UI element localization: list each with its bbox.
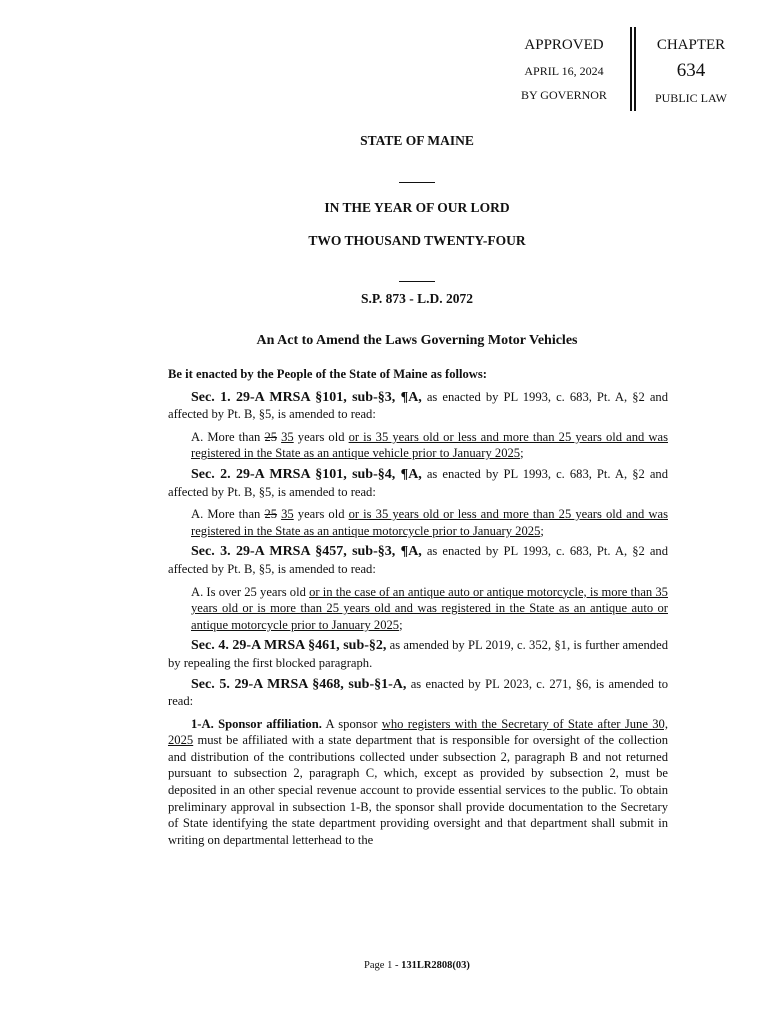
amend-text: A. More than	[191, 507, 265, 522]
approved-label: APPROVED	[524, 37, 604, 53]
amend-text: A. More than	[191, 429, 265, 444]
section-3-text: as enacted by PL 1993, c. 683, Pt. A, §2 and affected by Pt. B, §5, is amended to read:	[168, 544, 668, 576]
chapter-block	[644, 35, 738, 106]
section-4-heading: Sec. 4. 29-A MRSA §461, sub-§2,	[191, 638, 387, 654]
act-title: An Act to Amend the Laws Governing Motor Vehicles	[256, 333, 578, 348]
document-code: 131LR2808(03)	[401, 960, 470, 971]
section-3-heading: Sec. 3. 29-A MRSA §457, sub-§3, ¶A,	[191, 544, 422, 560]
section-4-text: as amended by PL 2019, c. 352, §1, is further amended by repealing the first blocked paragraph.	[168, 638, 668, 670]
inserted-text: 35	[281, 507, 294, 522]
header-divider-left	[630, 27, 632, 111]
subsection-heading: 1-A. Sponsor affiliation.	[191, 716, 322, 731]
page-number: Page 1 -	[364, 960, 402, 971]
amend-text: A. Is over 25 years old	[191, 584, 310, 599]
section-2-amendment	[168, 506, 668, 539]
amend-text: years old	[293, 507, 349, 522]
by-governor-label: BY GOVERNOR	[521, 88, 607, 102]
subsection-text: A sponsor	[321, 716, 382, 731]
approval-date: APRIL 16, 2024	[524, 64, 604, 78]
section-3-amendment	[168, 584, 668, 634]
section-2	[168, 466, 668, 500]
section-5-subsection	[168, 716, 668, 849]
title-rule-1	[399, 182, 435, 183]
inserted-text: 35	[281, 429, 294, 444]
amend-text: ;	[540, 523, 544, 538]
year-line-1: IN THE YEAR OF OUR LORD	[324, 200, 510, 215]
section-1-amendment	[168, 429, 668, 462]
inserted-text: or is 35 years old or less and more than 25 years old and was registered in the State as an antique motorcycle prior to January 2025	[191, 507, 668, 538]
approval-block	[508, 35, 620, 103]
chapter-label: CHAPTER	[656, 37, 726, 53]
year-line-2: TWO THOUSAND TWENTY-FOUR	[308, 233, 526, 248]
enacting-clause: Be it enacted by the People of the State of Maine as follows:	[168, 367, 487, 381]
section-1-text: as enacted by PL 1993, c. 683, Pt. A, §2 and affected by Pt. B, §5, is amended to read:	[168, 389, 668, 422]
amend-text: years old	[293, 429, 349, 444]
document-body	[168, 366, 668, 848]
inserted-text: or is 35 years old or less and more than 25 years old and was registered in the State as an antique vehicle prior to January 2025	[191, 429, 668, 461]
amend-text: ;	[520, 446, 524, 461]
public-law-label: PUBLIC LAW	[654, 91, 728, 105]
section-5	[168, 676, 668, 710]
struck-text: 25	[264, 429, 278, 444]
section-2-text: as enacted by PL 1993, c. 683, Pt. A, §2 and affected by Pt. B, §5, is amended to read:	[168, 466, 668, 499]
amend-text: ;	[399, 617, 403, 632]
page-footer	[0, 960, 770, 971]
inserted-text: or in the case of an antique auto or antique motorcycle, is more than 35 years old or is more than 25 years old and was registered in the State as an antique auto or antique motorcycle prior to January 2025	[191, 584, 668, 632]
section-5-text: as enacted by PL 2023, c. 271, §6, is amended to read:	[168, 676, 668, 709]
chapter-number: 634	[676, 60, 706, 81]
section-2-heading: Sec. 2. 29-A MRSA §101, sub-§4, ¶A,	[191, 466, 422, 482]
section-4	[168, 637, 668, 671]
struck-text: 25	[264, 507, 278, 522]
subsection-text: must be affiliated with a state department that is responsible for oversight of the collection and distribution of the contributions collected under subsection 2, paragraph B and not returned pursuant to subsection 2, paragraph C, which, except as provided by subsection 2, must be deposited in an other special revenue account to provide essential services to the public. To obtain preliminary approval in subsection 1-B, the sponsor shall provide documentation to the Secretary of State identifying the state department providing oversight and that department shall submit in writing on departmental letterhead to the	[168, 733, 668, 847]
state-title: STATE OF MAINE	[360, 133, 474, 148]
section-5-heading: Sec. 5. 29-A MRSA §468, sub-§1-A,	[191, 676, 407, 692]
bill-number: S.P. 873 - L.D. 2072	[360, 291, 473, 306]
section-1-heading: Sec. 1. 29-A MRSA §101, sub-§3, ¶A,	[191, 389, 422, 405]
section-1	[168, 389, 668, 423]
title-rule-2	[399, 281, 435, 282]
header-divider-right	[634, 27, 636, 111]
inserted-text: who registers with the Secretary of State after June 30, 2025	[168, 716, 668, 748]
section-3	[168, 543, 668, 577]
